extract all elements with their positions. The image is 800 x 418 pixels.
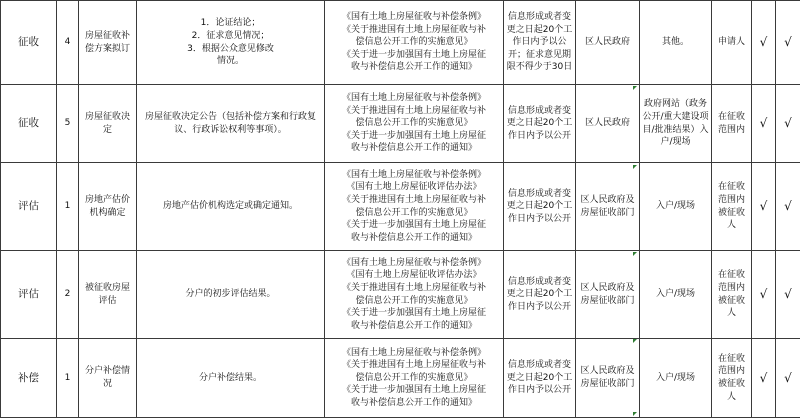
item-number: 2 (57, 251, 79, 339)
basis-line: 《国有土地上房屋征收评估办法》 (327, 181, 501, 194)
item-name: 分户补偿情况 (79, 339, 137, 418)
basis-line: 偿信息公开工作的实施意见》 (327, 207, 501, 220)
disclosure-content (137, 251, 325, 339)
basis-line: 偿信息公开工作的实施意见》 (327, 117, 501, 130)
disclosure-target: 在征收范围内被征收人 (712, 251, 752, 339)
basis-line: 《关于进一步加强国有土地上房屋征 (327, 130, 501, 143)
table-row (1, 251, 800, 339)
basis-line: 《关于进一步加强国有土地上房屋征 (327, 49, 501, 62)
disclosure-channel: 其他。 (640, 1, 712, 85)
basis-line: 《关于推进国有土地上房屋征收与补 (327, 282, 501, 295)
check-mark: √ (776, 163, 800, 251)
check-mark: √ (752, 339, 776, 418)
check-mark: √ (776, 339, 800, 418)
basis-line: 收与补偿信息公开工作的通知》 (327, 61, 501, 74)
check-mark: √ (752, 251, 776, 339)
time-limit: 信息形成或者变更之日起20个工作日内予以公开 (504, 339, 576, 418)
check-mark: √ (776, 85, 800, 163)
disclosure-channel: 政府网站（政务公开/重大建设项目/批准结果）入户/现场 (640, 85, 712, 163)
legal-basis (325, 163, 504, 251)
basis-line: 《关于推进国有土地上房屋征收与补 (327, 359, 501, 372)
check-mark: √ (752, 85, 776, 163)
category-cell: 征收 (1, 1, 57, 85)
content-line: 2．征求意见情况； (139, 30, 322, 43)
category-cell: 征收 (1, 85, 57, 163)
content-text: 分户的初步评估结果。 (139, 288, 322, 301)
disclosure-subject: 区人民政府及房屋征收部门 (576, 339, 640, 418)
legal-basis (325, 339, 504, 418)
item-number: 4 (57, 1, 79, 85)
content-line: 情况。 (139, 55, 322, 68)
time-limit: 信息形成或者变更之日起20个工作日内予以公开；征求意见期限不得少于30日 (504, 1, 576, 85)
disclosure-content (137, 1, 325, 85)
basis-line: 《国有土地上房屋征收与补偿条例》 (327, 92, 501, 105)
basis-line: 《关于进一步加强国有土地上房屋征 (327, 384, 501, 397)
basis-line: 收与补偿信息公开工作的通知》 (327, 397, 501, 410)
table-row (1, 1, 800, 85)
legal-basis (325, 251, 504, 339)
item-name: 房屋征收决定 (79, 85, 137, 163)
basis-line: 《国有土地上房屋征收与补偿条例》 (327, 347, 501, 360)
time-limit: 信息形成或者变更之日起20个工作日内予以公开 (504, 85, 576, 163)
basis-line: 《关于进一步加强国有土地上房屋征 (327, 219, 501, 232)
cell-comment-indicator (633, 86, 637, 90)
check-mark: √ (752, 163, 776, 251)
content-text: 房屋征收决定公告（包括补偿方案和行政复议、行政诉讼权利等事项）。 (139, 111, 322, 136)
legal-basis (325, 1, 504, 85)
basis-line: 《国有土地上房屋征收评估办法》 (327, 269, 501, 282)
content-line: 3．根据公众意见修改 (139, 43, 322, 56)
item-name: 被征收房屋评估 (79, 251, 137, 339)
basis-line: 《关于推进国有土地上房屋征收与补 (327, 105, 501, 118)
cell-comment-indicator (633, 339, 637, 343)
content-line: 1．论证结论； (139, 17, 322, 30)
item-number: 1 (57, 163, 79, 251)
table-row (1, 85, 800, 163)
time-limit: 信息形成或者变更之日起20个工作日内予以公开 (504, 251, 576, 339)
category-cell: 补偿 (1, 339, 57, 418)
basis-line: 偿信息公开工作的实施意见》 (327, 295, 501, 308)
disclosure-subject: 区人民政府及房屋征收部门 (576, 163, 640, 251)
disclosure-content (137, 163, 325, 251)
disclosure-channel: 入户/现场 (640, 163, 712, 251)
basis-line: 偿信息公开工作的实施意见》 (327, 372, 501, 385)
basis-line: 偿信息公开工作的实施意见》 (327, 36, 501, 49)
category-cell: 评估 (1, 251, 57, 339)
basis-line: 《国有土地上房屋征收与补偿条例》 (327, 169, 501, 182)
disclosure-target: 在征收范围内被征收人 (712, 163, 752, 251)
basis-line: 收与补偿信息公开工作的通知》 (327, 142, 501, 155)
content-text: 分户补偿结果。 (139, 372, 322, 385)
disclosure-content (137, 85, 325, 163)
disclosure-content (137, 339, 325, 418)
disclosure-subject: 区人民政府 (576, 85, 640, 163)
check-mark: √ (776, 251, 800, 339)
cell-comment-indicator (633, 252, 637, 256)
disclosure-subject: 区人民政府 (576, 1, 640, 85)
table-row (1, 339, 800, 418)
basis-line: 《关于进一步加强国有土地上房屋征 (327, 307, 501, 320)
item-number: 1 (57, 339, 79, 418)
item-name: 房地产估价机构确定 (79, 163, 137, 251)
disclosure-subject: 区人民政府及房屋征收部门 (576, 251, 640, 339)
content-text: 房地产估价机构选定或确定通知。 (139, 200, 322, 213)
time-limit: 信息形成或者变更之日起20个工作日内予以公开 (504, 163, 576, 251)
category-cell: 评估 (1, 163, 57, 251)
basis-line: 收与补偿信息公开工作的通知》 (327, 232, 501, 245)
disclosure-target: 在征收范围内 (712, 85, 752, 163)
basis-line: 《国有土地上房屋征收与补偿条例》 (327, 257, 501, 270)
check-mark: √ (752, 1, 776, 85)
basis-line: 《关于推进国有土地上房屋征收与补 (327, 24, 501, 37)
disclosure-target: 申请人 (712, 1, 752, 85)
cell-comment-indicator (633, 165, 637, 169)
table-row (1, 163, 800, 251)
basis-line: 收与补偿信息公开工作的通知》 (327, 320, 501, 333)
legal-basis (325, 85, 504, 163)
check-mark: √ (776, 1, 800, 85)
disclosure-channel: 入户/现场 (640, 251, 712, 339)
basis-line: 《国有土地上房屋征收与补偿条例》 (327, 11, 501, 24)
item-number: 5 (57, 85, 79, 163)
basis-line: 《关于推进国有土地上房屋征收与补 (327, 194, 501, 207)
disclosure-target: 在征收范围内被征收人 (712, 339, 752, 418)
disclosure-channel: 入户/现场 (640, 339, 712, 418)
item-name: 房屋征收补偿方案拟订 (79, 1, 137, 85)
cell-comment-indicator (633, 412, 637, 416)
